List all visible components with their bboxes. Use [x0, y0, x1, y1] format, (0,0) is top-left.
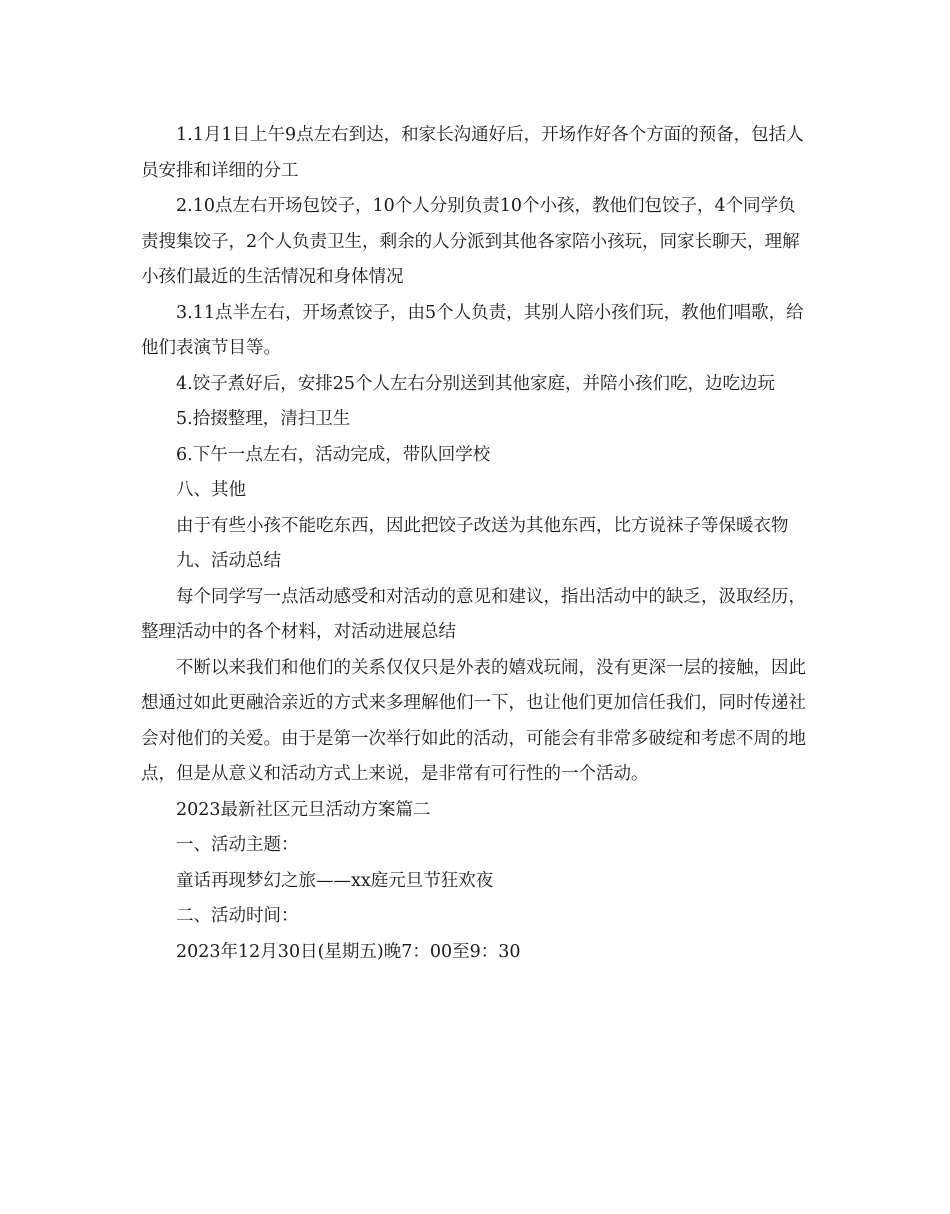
section-heading-summary: 九、活动总结 — [176, 551, 281, 571]
section-heading-theme: 一、活动主题： — [176, 835, 299, 855]
paragraph-step-6: 6.下午一点左右，活动完成，带队回学校 — [176, 444, 491, 465]
section-heading-other: 八、其他 — [176, 480, 246, 500]
paragraph-summary-2: 不断以来我们和他们的关系仅仅只是外表的嬉戏玩闹，没有更深一层的接触，因此想通过如此更融洽亲近的方式来多理解他们一下，也让他们更加信任我们，同时传递社会对他们的关爱。由于是第一次举行如此的活动，可能会有非常多破绽和考虑不周的地点，但是从意义和活动方式上来说，是非常有可行性的一个活动。 — [141, 657, 806, 784]
paragraph-step-4: 4.饺子煮好后，安排25个人左右分别送到其他家庭，并陪小孩们吃，边吃边玩 — [176, 373, 775, 394]
paragraph-summary-1: 每个同学写一点活动感受和对活动的意见和建议，指出活动中的缺乏，汲取经历，整理活动中的各个材料，对活动进展总结 — [141, 586, 806, 642]
paragraph-other: 由于有些小孩不能吃东西，因此把饺子改送为其他东西，比方说袜子等保暖衣物 — [176, 515, 789, 536]
article-title-part-2: 2023最新社区元旦活动方案篇二 — [176, 799, 431, 820]
paragraph-step-3: 3.11点半左右，开场煮饺子，由5个人负责，其别人陪小孩们玩，教他们唱歌，给他们表演节目等。 — [141, 302, 804, 358]
section-heading-time: 二、活动时间： — [176, 906, 299, 926]
paragraph-theme: 童话再现梦幻之旅——xx庭元旦节狂欢夜 — [176, 870, 494, 891]
paragraph-step-2: 2.10点左右开场包饺子，10个人分别负责10个小孩，教他们包饺子，4个同学负责搜集饺子，2个人负责卫生，剩余的人分派到其他各家陪小孩玩，同家长聊天，理解小孩们最近的生活情况和身体情况 — [141, 196, 800, 287]
paragraph-step-1: 1.1月1日上午9点左右到达，和家长沟通好后，开场作好各个方面的预备，包括人员安排和详细的分工 — [141, 125, 804, 181]
paragraph-time: 2023年12月30日(星期五)晚7：00至9：30 — [176, 941, 521, 962]
document-body — [141, 118, 813, 970]
paragraph-step-5: 5.拾掇整理，清扫卫生 — [176, 409, 351, 429]
